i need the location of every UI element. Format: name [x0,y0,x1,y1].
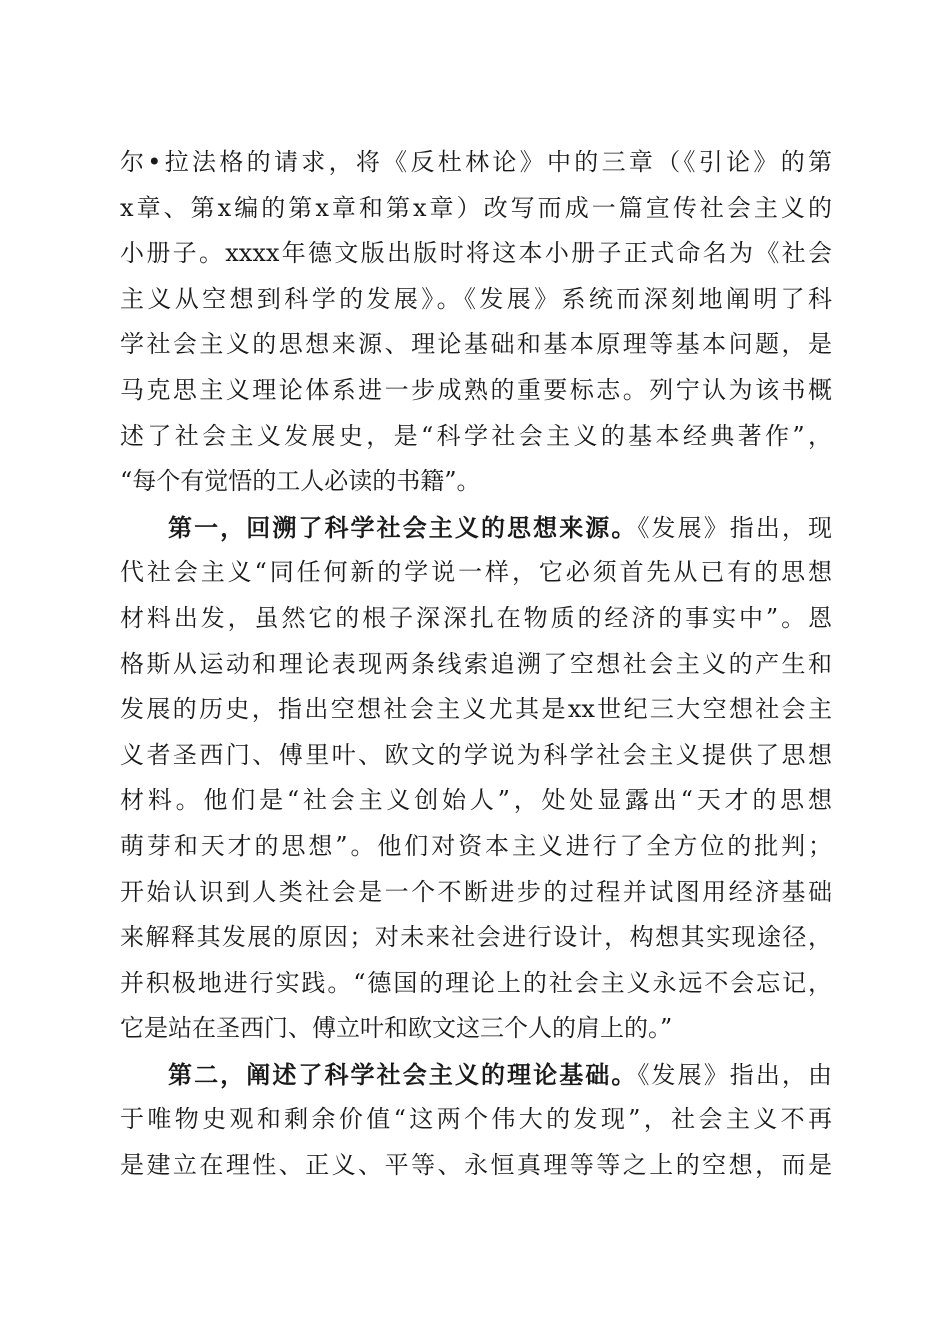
text-line: 代社会主义“同任何新的学说一样，它必须首先从已有的思想 [120,558,832,587]
text-line: 于唯物史观和剩余价值“这两个伟大的发现”，社会主义不再 [120,1105,832,1134]
text-line: 材料出发，虽然它的根子深深扎在物质的经济的事实中”。恩 [120,603,832,632]
text-line: x章、第x编的第x章和第x章）改写而成一篇宣传社会主义的 [120,193,832,222]
text-line: 述了社会主义发展史，是“科学社会主义的基本经典著作”， [120,421,832,450]
text-line: 义者圣西门、傅里叶、欧文的学说为科学社会主义提供了思想 [120,740,832,769]
line-text: 《发展》指出，由 [637,1060,832,1089]
text-line: 开始认识到人类社会是一个不断进步的过程并试图用经济基础 [120,877,832,906]
text-line: 尔•拉法格的请求，将《反杜林论》中的三章（《引论》的第 [120,148,832,176]
text-line: 并积极地进行实践。“德国的理论上的社会主义永远不会忘记， [120,968,832,997]
text-line: 学社会主义的思想来源、理论基础和基本原理等基本问题，是 [120,330,832,359]
text-line [120,1052,832,1098]
paragraph-lead: 第一，回溯了科学社会主义的思想来源。 [168,512,638,542]
text-line: 马克思主义理论体系进一步成熟的重要标志。列宁认为该书概 [120,375,832,404]
text-line: 发展的历史，指出空想社会主义尤其是xx世纪三大空想社会主 [120,695,832,724]
text-line: 是建立在理性、正义、平等、永恒真理等等之上的空想，而是 [120,1151,832,1180]
text-line [120,505,832,551]
text-line: 格斯从运动和理论表现两条线索追溯了空想社会主义的产生和 [120,649,832,678]
text-line: 萌芽和天才的思想”。他们对资本主义进行了全方位的批判； [120,831,832,860]
text-line: 它是站在圣西门、傅立叶和欧文这三个人的肩上的。” [120,1014,673,1043]
text-line: 材料。他们是“社会主义创始人”，处处显露出“天才的思想 [120,786,832,815]
line-text: 《发展》指出，现 [637,513,832,542]
text-line: 主义从空想到科学的发展》。《发展》系统而深刻地阐明了科 [120,284,832,313]
text-line: “每个有觉悟的工人必读的书籍”。 [120,467,481,496]
paragraph-lead: 第二，阐述了科学社会主义的理论基础。 [168,1059,638,1089]
text-line: 来解释其发展的原因；对未来社会进行设计，构想其实现途径， [120,923,832,952]
text-line: 小册子。xxxx年德文版出版时将这本小册子正式命名为《社会 [120,239,832,268]
body-text [120,140,832,1189]
